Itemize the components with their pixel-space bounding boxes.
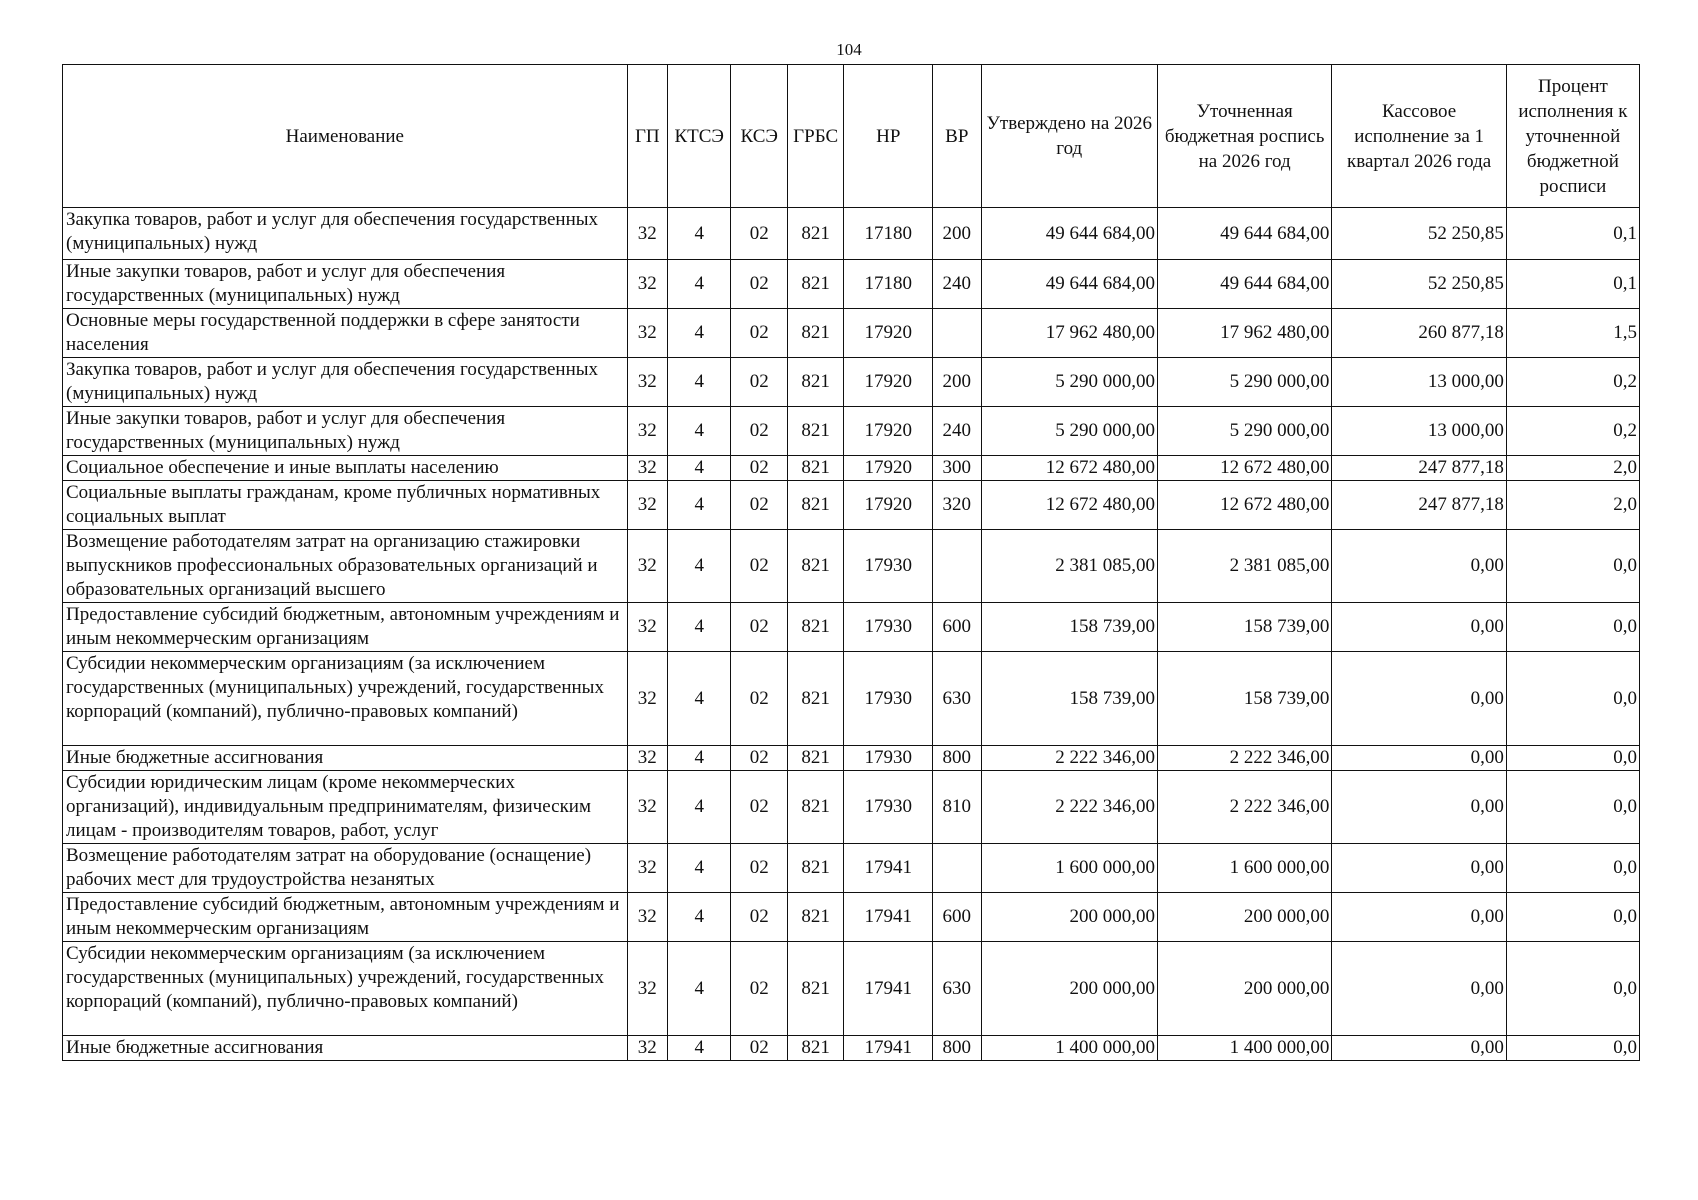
column-header-refined: Уточненная бюджетная роспись на 2026 год bbox=[1157, 65, 1331, 208]
table-row bbox=[63, 481, 1640, 530]
row-ktse-cell: 4 bbox=[667, 844, 731, 893]
row-approved-cell: 158 739,00 bbox=[981, 603, 1157, 652]
column-header-vr: ВР bbox=[933, 65, 981, 208]
row-grbs-cell: 821 bbox=[787, 407, 843, 456]
row-grbs-cell: 821 bbox=[787, 530, 843, 603]
row-ktse-cell: 4 bbox=[667, 456, 731, 481]
row-grbs-cell: 821 bbox=[787, 358, 843, 407]
row-kse-cell: 02 bbox=[731, 1036, 787, 1061]
row-percent-cell: 0,1 bbox=[1506, 260, 1639, 309]
row-kse-cell: 02 bbox=[731, 407, 787, 456]
row-refined-cell: 2 222 346,00 bbox=[1157, 771, 1331, 844]
row-kse-cell: 02 bbox=[731, 530, 787, 603]
row-nr-cell: 17920 bbox=[844, 456, 933, 481]
row-gp-cell: 32 bbox=[627, 603, 667, 652]
row-cash-cell: 0,00 bbox=[1332, 893, 1506, 942]
row-kse-cell: 02 bbox=[731, 456, 787, 481]
column-header-nr: НР bbox=[844, 65, 933, 208]
row-cash-cell: 0,00 bbox=[1332, 771, 1506, 844]
row-name-cell: Иные бюджетные ассигнования bbox=[63, 1036, 628, 1061]
table-row bbox=[63, 942, 1640, 1036]
row-gp-cell: 32 bbox=[627, 942, 667, 1036]
row-percent-cell: 0,0 bbox=[1506, 746, 1639, 771]
row-ktse-cell: 4 bbox=[667, 260, 731, 309]
row-vr-cell: 320 bbox=[933, 481, 981, 530]
row-gp-cell: 32 bbox=[627, 407, 667, 456]
row-approved-cell: 200 000,00 bbox=[981, 893, 1157, 942]
row-percent-cell: 0,0 bbox=[1506, 652, 1639, 746]
row-vr-cell bbox=[933, 309, 981, 358]
row-gp-cell: 32 bbox=[627, 530, 667, 603]
row-ktse-cell: 4 bbox=[667, 358, 731, 407]
row-approved-cell: 5 290 000,00 bbox=[981, 407, 1157, 456]
column-header-grbs: ГРБС bbox=[787, 65, 843, 208]
budget-table bbox=[62, 64, 1640, 1061]
row-grbs-cell: 821 bbox=[787, 746, 843, 771]
row-grbs-cell: 821 bbox=[787, 603, 843, 652]
row-vr-cell: 600 bbox=[933, 603, 981, 652]
page-number: 104 bbox=[836, 40, 862, 59]
row-ktse-cell: 4 bbox=[667, 407, 731, 456]
row-cash-cell: 52 250,85 bbox=[1332, 208, 1506, 260]
row-approved-cell: 49 644 684,00 bbox=[981, 208, 1157, 260]
row-gp-cell: 32 bbox=[627, 893, 667, 942]
table-row bbox=[63, 260, 1640, 309]
row-approved-cell: 2 381 085,00 bbox=[981, 530, 1157, 603]
row-refined-cell: 2 222 346,00 bbox=[1157, 746, 1331, 771]
row-kse-cell: 02 bbox=[731, 844, 787, 893]
row-grbs-cell: 821 bbox=[787, 771, 843, 844]
row-percent-cell: 0,2 bbox=[1506, 407, 1639, 456]
row-ktse-cell: 4 bbox=[667, 771, 731, 844]
row-kse-cell: 02 bbox=[731, 481, 787, 530]
row-grbs-cell: 821 bbox=[787, 844, 843, 893]
row-approved-cell: 2 222 346,00 bbox=[981, 771, 1157, 844]
row-refined-cell: 5 290 000,00 bbox=[1157, 358, 1331, 407]
row-refined-cell: 49 644 684,00 bbox=[1157, 260, 1331, 309]
row-name-cell: Иные бюджетные ассигнования bbox=[63, 746, 628, 771]
row-percent-cell: 0,2 bbox=[1506, 358, 1639, 407]
row-vr-cell: 630 bbox=[933, 652, 981, 746]
row-vr-cell: 200 bbox=[933, 208, 981, 260]
row-refined-cell: 17 962 480,00 bbox=[1157, 309, 1331, 358]
row-gp-cell: 32 bbox=[627, 746, 667, 771]
table-row bbox=[63, 530, 1640, 603]
row-nr-cell: 17941 bbox=[844, 893, 933, 942]
row-name-cell: Закупка товаров, работ и услуг для обеспечения государственных (муниципальных) нужд bbox=[63, 358, 628, 407]
row-refined-cell: 1 400 000,00 bbox=[1157, 1036, 1331, 1061]
row-cash-cell: 0,00 bbox=[1332, 844, 1506, 893]
row-nr-cell: 17180 bbox=[844, 260, 933, 309]
row-gp-cell: 32 bbox=[627, 844, 667, 893]
row-approved-cell: 49 644 684,00 bbox=[981, 260, 1157, 309]
row-refined-cell: 5 290 000,00 bbox=[1157, 407, 1331, 456]
row-gp-cell: 32 bbox=[627, 652, 667, 746]
row-percent-cell: 0,0 bbox=[1506, 942, 1639, 1036]
row-refined-cell: 12 672 480,00 bbox=[1157, 481, 1331, 530]
row-cash-cell: 0,00 bbox=[1332, 530, 1506, 603]
row-percent-cell: 0,0 bbox=[1506, 1036, 1639, 1061]
row-approved-cell: 2 222 346,00 bbox=[981, 746, 1157, 771]
row-ktse-cell: 4 bbox=[667, 309, 731, 358]
row-nr-cell: 17180 bbox=[844, 208, 933, 260]
table-row bbox=[63, 603, 1640, 652]
row-grbs-cell: 821 bbox=[787, 942, 843, 1036]
row-cash-cell: 0,00 bbox=[1332, 942, 1506, 1036]
row-kse-cell: 02 bbox=[731, 893, 787, 942]
row-kse-cell: 02 bbox=[731, 771, 787, 844]
row-percent-cell: 0,0 bbox=[1506, 771, 1639, 844]
table-row bbox=[63, 1036, 1640, 1061]
row-kse-cell: 02 bbox=[731, 746, 787, 771]
row-cash-cell: 13 000,00 bbox=[1332, 358, 1506, 407]
row-cash-cell: 0,00 bbox=[1332, 603, 1506, 652]
table-row bbox=[63, 746, 1640, 771]
column-header-kse: КСЭ bbox=[731, 65, 787, 208]
column-header-name: Наименование bbox=[63, 65, 628, 208]
row-name-cell: Возмещение работодателям затрат на организацию стажировки выпускников профессиональных образовательных организаций и образовательных организаций высшего bbox=[63, 530, 628, 603]
row-cash-cell: 260 877,18 bbox=[1332, 309, 1506, 358]
row-approved-cell: 12 672 480,00 bbox=[981, 456, 1157, 481]
row-name-cell: Иные закупки товаров, работ и услуг для обеспечения государственных (муниципальных) нужд bbox=[63, 260, 628, 309]
table-body bbox=[63, 208, 1640, 1061]
row-percent-cell: 1,5 bbox=[1506, 309, 1639, 358]
row-kse-cell: 02 bbox=[731, 208, 787, 260]
row-kse-cell: 02 bbox=[731, 652, 787, 746]
row-refined-cell: 49 644 684,00 bbox=[1157, 208, 1331, 260]
row-name-cell: Социальное обеспечение и иные выплаты населению bbox=[63, 456, 628, 481]
row-ktse-cell: 4 bbox=[667, 1036, 731, 1061]
row-approved-cell: 5 290 000,00 bbox=[981, 358, 1157, 407]
row-grbs-cell: 821 bbox=[787, 481, 843, 530]
table-row bbox=[63, 652, 1640, 746]
row-vr-cell: 810 bbox=[933, 771, 981, 844]
row-nr-cell: 17930 bbox=[844, 771, 933, 844]
row-name-cell: Закупка товаров, работ и услуг для обеспечения государственных (муниципальных) нужд bbox=[63, 208, 628, 260]
row-vr-cell: 630 bbox=[933, 942, 981, 1036]
row-ktse-cell: 4 bbox=[667, 481, 731, 530]
row-vr-cell: 800 bbox=[933, 1036, 981, 1061]
row-percent-cell: 0,0 bbox=[1506, 530, 1639, 603]
table-row bbox=[63, 844, 1640, 893]
row-approved-cell: 1 600 000,00 bbox=[981, 844, 1157, 893]
row-kse-cell: 02 bbox=[731, 603, 787, 652]
row-percent-cell: 0,1 bbox=[1506, 208, 1639, 260]
row-grbs-cell: 821 bbox=[787, 208, 843, 260]
column-header-gp: ГП bbox=[627, 65, 667, 208]
row-nr-cell: 17920 bbox=[844, 358, 933, 407]
row-refined-cell: 200 000,00 bbox=[1157, 942, 1331, 1036]
row-cash-cell: 247 877,18 bbox=[1332, 481, 1506, 530]
row-kse-cell: 02 bbox=[731, 260, 787, 309]
row-approved-cell: 1 400 000,00 bbox=[981, 1036, 1157, 1061]
row-ktse-cell: 4 bbox=[667, 603, 731, 652]
row-gp-cell: 32 bbox=[627, 309, 667, 358]
row-percent-cell: 0,0 bbox=[1506, 893, 1639, 942]
row-approved-cell: 158 739,00 bbox=[981, 652, 1157, 746]
row-cash-cell: 0,00 bbox=[1332, 746, 1506, 771]
table-row bbox=[63, 309, 1640, 358]
row-nr-cell: 17920 bbox=[844, 481, 933, 530]
row-cash-cell: 0,00 bbox=[1332, 652, 1506, 746]
column-header-percent: Процент исполнения к уточненной бюджетной росписи bbox=[1506, 65, 1639, 208]
row-ktse-cell: 4 bbox=[667, 893, 731, 942]
row-name-cell: Социальные выплаты гражданам, кроме публичных нормативных социальных выплат bbox=[63, 481, 628, 530]
row-kse-cell: 02 bbox=[731, 309, 787, 358]
row-vr-cell bbox=[933, 530, 981, 603]
row-nr-cell: 17930 bbox=[844, 746, 933, 771]
row-vr-cell: 200 bbox=[933, 358, 981, 407]
row-gp-cell: 32 bbox=[627, 771, 667, 844]
row-gp-cell: 32 bbox=[627, 456, 667, 481]
row-name-cell: Предоставление субсидий бюджетным, автономным учреждениям и иным некоммерческим организациям bbox=[63, 603, 628, 652]
row-nr-cell: 17930 bbox=[844, 603, 933, 652]
row-gp-cell: 32 bbox=[627, 358, 667, 407]
row-name-cell: Субсидии некоммерческим организациям (за исключением государственных (муниципальных) учреждений, государственных корпораций (компаний), публично-правовых компаний) bbox=[63, 652, 628, 746]
row-refined-cell: 12 672 480,00 bbox=[1157, 456, 1331, 481]
row-refined-cell: 1 600 000,00 bbox=[1157, 844, 1331, 893]
row-ktse-cell: 4 bbox=[667, 652, 731, 746]
row-refined-cell: 158 739,00 bbox=[1157, 652, 1331, 746]
row-percent-cell: 0,0 bbox=[1506, 603, 1639, 652]
row-grbs-cell: 821 bbox=[787, 652, 843, 746]
column-header-approved: Утверждено на 2026 год bbox=[981, 65, 1157, 208]
row-approved-cell: 12 672 480,00 bbox=[981, 481, 1157, 530]
row-nr-cell: 17941 bbox=[844, 844, 933, 893]
row-cash-cell: 0,00 bbox=[1332, 1036, 1506, 1061]
row-gp-cell: 32 bbox=[627, 481, 667, 530]
row-name-cell: Субсидии юридическим лицам (кроме некоммерческих организаций), индивидуальным предпринимателям, физическим лицам - производителям товаров, работ, услуг bbox=[63, 771, 628, 844]
row-grbs-cell: 821 bbox=[787, 893, 843, 942]
row-refined-cell: 200 000,00 bbox=[1157, 893, 1331, 942]
row-name-cell: Возмещение работодателям затрат на оборудование (оснащение) рабочих мест для трудоустройства незанятых bbox=[63, 844, 628, 893]
column-header-cash: Кассовое исполнение за 1 квартал 2026 года bbox=[1332, 65, 1506, 208]
table-row bbox=[63, 456, 1640, 481]
row-ktse-cell: 4 bbox=[667, 746, 731, 771]
row-ktse-cell: 4 bbox=[667, 530, 731, 603]
row-nr-cell: 17920 bbox=[844, 309, 933, 358]
row-cash-cell: 247 877,18 bbox=[1332, 456, 1506, 481]
row-vr-cell: 800 bbox=[933, 746, 981, 771]
row-refined-cell: 158 739,00 bbox=[1157, 603, 1331, 652]
row-name-cell: Основные меры государственной поддержки в сфере занятости населения bbox=[63, 309, 628, 358]
row-percent-cell: 0,0 bbox=[1506, 844, 1639, 893]
row-grbs-cell: 821 bbox=[787, 260, 843, 309]
row-cash-cell: 52 250,85 bbox=[1332, 260, 1506, 309]
row-refined-cell: 2 381 085,00 bbox=[1157, 530, 1331, 603]
row-nr-cell: 17930 bbox=[844, 652, 933, 746]
row-nr-cell: 17930 bbox=[844, 530, 933, 603]
row-grbs-cell: 821 bbox=[787, 456, 843, 481]
row-approved-cell: 200 000,00 bbox=[981, 942, 1157, 1036]
row-gp-cell: 32 bbox=[627, 208, 667, 260]
row-vr-cell: 240 bbox=[933, 260, 981, 309]
row-kse-cell: 02 bbox=[731, 358, 787, 407]
row-vr-cell bbox=[933, 844, 981, 893]
row-name-cell: Субсидии некоммерческим организациям (за исключением государственных (муниципальных) учреждений, государственных корпораций (компаний), публично-правовых компаний) bbox=[63, 942, 628, 1036]
table-row bbox=[63, 358, 1640, 407]
header-row bbox=[63, 65, 1640, 208]
row-name-cell: Иные закупки товаров, работ и услуг для обеспечения государственных (муниципальных) нужд bbox=[63, 407, 628, 456]
row-approved-cell: 17 962 480,00 bbox=[981, 309, 1157, 358]
table-row bbox=[63, 771, 1640, 844]
row-grbs-cell: 821 bbox=[787, 309, 843, 358]
row-percent-cell: 2,0 bbox=[1506, 481, 1639, 530]
row-nr-cell: 17920 bbox=[844, 407, 933, 456]
row-nr-cell: 17941 bbox=[844, 942, 933, 1036]
row-grbs-cell: 821 bbox=[787, 1036, 843, 1061]
table-row bbox=[63, 208, 1640, 260]
column-header-ktse: КТСЭ bbox=[667, 65, 731, 208]
row-vr-cell: 600 bbox=[933, 893, 981, 942]
row-cash-cell: 13 000,00 bbox=[1332, 407, 1506, 456]
row-percent-cell: 2,0 bbox=[1506, 456, 1639, 481]
row-vr-cell: 300 bbox=[933, 456, 981, 481]
row-name-cell: Предоставление субсидий бюджетным, автономным учреждениям и иным некоммерческим организациям bbox=[63, 893, 628, 942]
row-gp-cell: 32 bbox=[627, 260, 667, 309]
row-vr-cell: 240 bbox=[933, 407, 981, 456]
table-row bbox=[63, 407, 1640, 456]
row-ktse-cell: 4 bbox=[667, 208, 731, 260]
row-ktse-cell: 4 bbox=[667, 942, 731, 1036]
row-nr-cell: 17941 bbox=[844, 1036, 933, 1061]
row-gp-cell: 32 bbox=[627, 1036, 667, 1061]
row-kse-cell: 02 bbox=[731, 942, 787, 1036]
table-row bbox=[63, 893, 1640, 942]
